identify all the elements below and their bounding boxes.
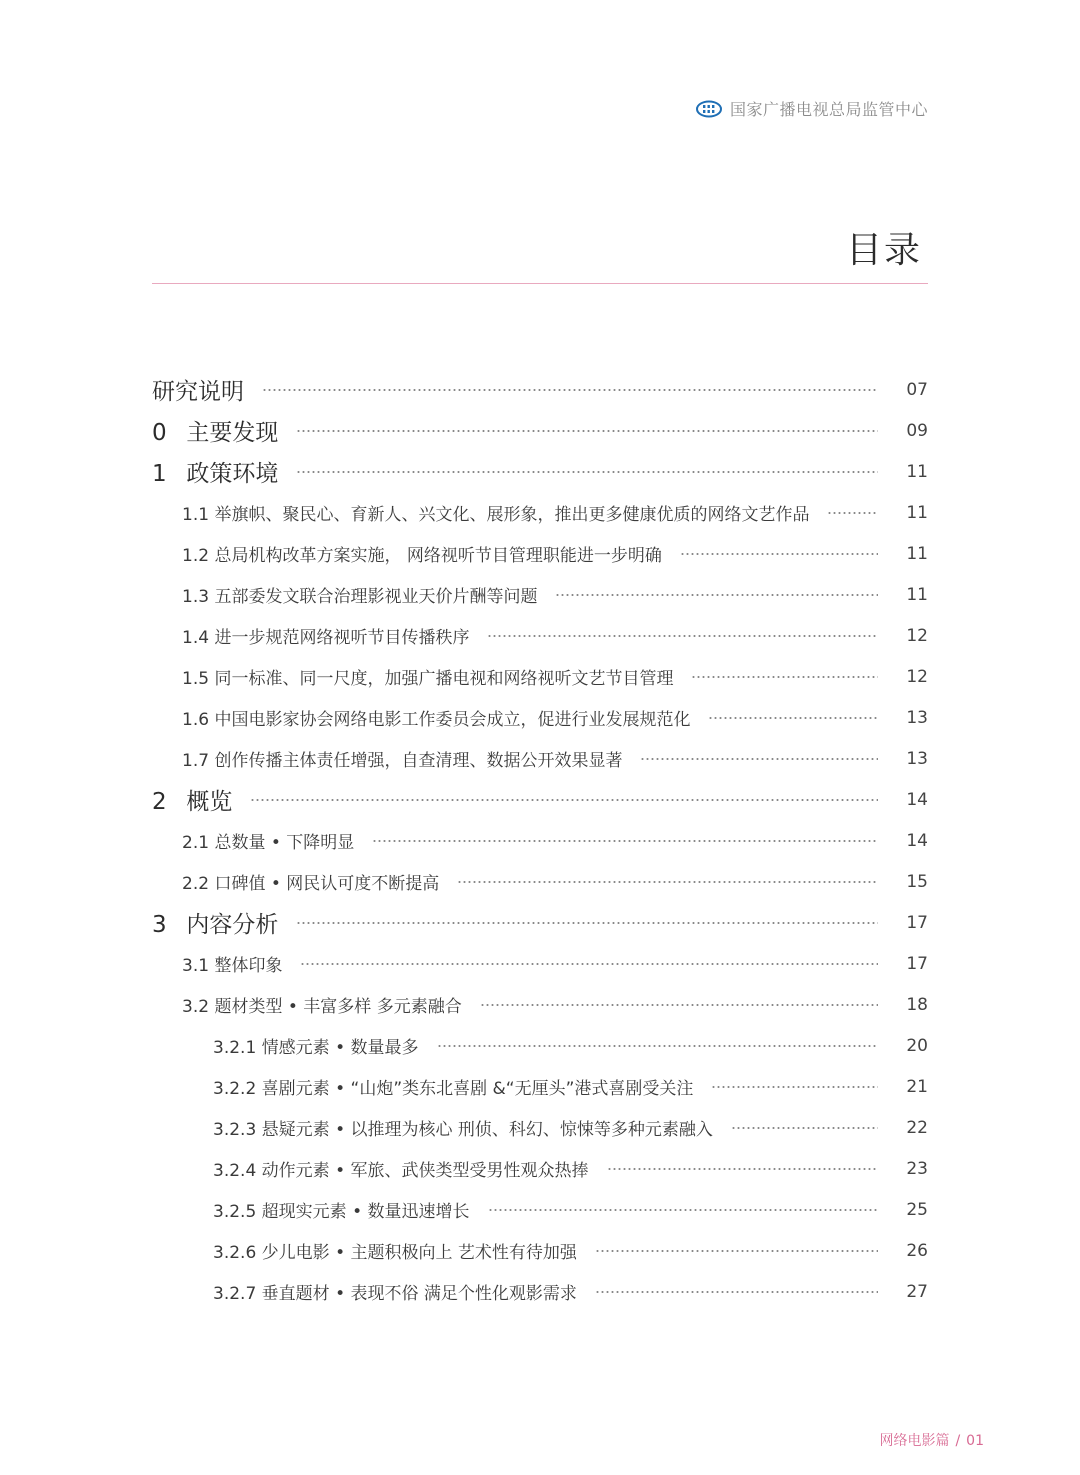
toc-page-number: 11: [906, 502, 928, 523]
toc-entry-title: [182, 582, 537, 607]
toc-entry-label: 整体印象: [214, 956, 283, 976]
footer-page-number: 01: [966, 1433, 984, 1449]
page-title: 目录: [845, 230, 922, 271]
toc-leader-dots: [595, 1291, 878, 1293]
toc-page-number: 18: [906, 994, 928, 1015]
toc-leader-dots: [595, 1250, 878, 1252]
toc-entry-number: 1: [152, 461, 167, 487]
toc-page-number: 23: [906, 1158, 928, 1179]
toc-entry[interactable]: [152, 1230, 928, 1271]
toc-entry-label: 政策环境: [186, 461, 279, 487]
toc-entry[interactable]: [152, 1066, 928, 1107]
toc-page-number: 25: [906, 1199, 928, 1220]
toc-entry-number: 3.2.6: [213, 1243, 257, 1263]
toc-entry-label: 口碑值 • 网民认可度不断提高: [214, 874, 440, 894]
toc-page-number: 07: [906, 379, 928, 400]
toc-entry-title: [182, 664, 673, 689]
toc-leader-dots: [555, 594, 878, 596]
toc-entry-title: [182, 746, 622, 771]
toc-entry-label: 悬疑元素 • 以推理为核心 刑侦、科幻、惊悚等多种元素融入: [261, 1120, 713, 1140]
toc-entry-number: 3.2.1: [213, 1038, 257, 1058]
toc-entry[interactable]: [152, 738, 928, 779]
toc-page-number: 14: [906, 830, 928, 851]
toc-entry-title: [182, 951, 282, 976]
toc-entry-title: [213, 1238, 577, 1263]
toc-entry[interactable]: [152, 492, 928, 533]
toc-entry[interactable]: [152, 451, 928, 492]
toc-leader-dots: [640, 758, 878, 760]
toc-entry-title: [213, 1156, 589, 1181]
toc-leader-dots: [480, 1004, 878, 1006]
toc-leader-dots: [296, 922, 878, 924]
toc-entry-number: 3.2.4: [213, 1161, 257, 1181]
toc-entry-label: 研究说明: [152, 379, 244, 405]
toc-entry-number: 2.1: [182, 833, 210, 853]
toc-leader-dots: [607, 1168, 878, 1170]
toc-entry-title: [213, 1074, 693, 1099]
toc-leader-dots: [437, 1045, 878, 1047]
toc-leader-dots: [300, 963, 878, 965]
toc-page-number: 27: [906, 1281, 928, 1302]
toc-entry-number: 1.4: [182, 628, 210, 648]
toc-entry-title: [182, 705, 690, 730]
toc-entry-number: 3: [152, 912, 167, 938]
toc-leader-dots: [708, 717, 878, 719]
toc-entry-label: 总数量 • 下降明显: [214, 833, 355, 853]
toc-entry-number: 1.7: [182, 751, 210, 771]
toc-entry-label: 中国电影家协会网络电影工作委员会成立，促进行业发展规范化: [214, 710, 691, 730]
toc-leader-dots: [488, 1209, 878, 1211]
toc-page-number: 15: [906, 871, 928, 892]
toc-entry-title: [152, 373, 244, 406]
org-header: [696, 97, 928, 120]
footer-section: 网络电影篇: [879, 1433, 950, 1449]
org-name: 国家广播电视总局监管中心: [729, 100, 928, 119]
toc-entry-title: [182, 500, 809, 525]
toc-entry[interactable]: [152, 1025, 928, 1066]
toc-leader-dots: [827, 512, 878, 514]
toc-leader-dots: [487, 635, 878, 637]
toc-page-number: 17: [906, 912, 928, 933]
toc-leader-dots: [296, 471, 878, 473]
toc-entry-number: 3.2.2: [213, 1079, 257, 1099]
toc-entry-number: 3.2: [182, 997, 210, 1017]
toc-entry-label: 同一标准、同一尺度，加强广播电视和网络视听文艺节目管理: [214, 669, 674, 689]
toc-page-number: 09: [906, 420, 928, 441]
toc-entry-number: 2.2: [182, 874, 210, 894]
title-divider: [152, 283, 928, 284]
org-logo-icon: [696, 100, 722, 118]
toc-leader-dots: [250, 799, 878, 801]
toc-page-number: 20: [906, 1035, 928, 1056]
toc-leader-dots: [711, 1086, 878, 1088]
toc-leader-dots: [372, 840, 878, 842]
toc-entry[interactable]: [152, 410, 928, 451]
toc-entry-number: 3.1: [182, 956, 210, 976]
toc-page-number: 12: [906, 666, 928, 687]
toc-entry-number: 1.2: [182, 546, 210, 566]
toc-entry[interactable]: [152, 1189, 928, 1230]
toc-entry[interactable]: [152, 574, 928, 615]
toc-page-number: 11: [906, 584, 928, 605]
toc-entry-title: [152, 414, 278, 447]
toc-entry[interactable]: [152, 984, 928, 1025]
toc-entry[interactable]: [152, 943, 928, 984]
toc-entry-label: 五部委发文联合治理影视业天价片酬等问题: [214, 587, 538, 607]
toc-entry[interactable]: [152, 902, 928, 943]
toc-entry-title: [152, 783, 232, 816]
toc-page-number: 11: [906, 543, 928, 564]
table-of-contents: [152, 369, 928, 1312]
toc-entry-number: 1.5: [182, 669, 210, 689]
toc-entry-label: 情感元素 • 数量最多: [261, 1038, 419, 1058]
toc-entry-label: 超现实元素 • 数量迅速增长: [261, 1202, 470, 1222]
toc-entry-title: [213, 1197, 470, 1222]
toc-entry-label: 创作传播主体责任增强，自查清理、数据公开效果显著: [214, 751, 623, 771]
toc-entry-label: 题材类型 • 丰富多样 多元素融合: [214, 997, 462, 1017]
toc-entry-label: 动作元素 • 军旅、武侠类型受男性观众热捧: [261, 1161, 589, 1181]
toc-entry-number: 1.1: [182, 505, 210, 525]
footer-separator: /: [955, 1433, 961, 1449]
toc-entry-label: 少儿电影 • 主题积极向上 艺术性有待加强: [261, 1243, 577, 1263]
toc-entry-title: [182, 992, 462, 1017]
toc-entry[interactable]: [152, 1107, 928, 1148]
toc-entry-number: 1.3: [182, 587, 210, 607]
toc-leader-dots: [457, 881, 878, 883]
toc-entry[interactable]: [152, 779, 928, 820]
toc-entry[interactable]: [152, 615, 928, 656]
toc-entry-number: 1.6: [182, 710, 210, 730]
toc-entry-label: 主要发现: [186, 420, 279, 446]
toc-entry[interactable]: [152, 861, 928, 902]
toc-page-number: 22: [906, 1117, 928, 1138]
toc-entry-number: 2: [152, 789, 167, 815]
toc-entry-label: 进一步规范网络视听节目传播秩序: [214, 628, 470, 648]
toc-entry[interactable]: [152, 533, 928, 574]
toc-entry[interactable]: [152, 656, 928, 697]
toc-entry-label: 内容分析: [186, 912, 279, 938]
toc-page-number: 17: [906, 953, 928, 974]
toc-page-number: 14: [906, 789, 928, 810]
toc-entry-label: 垂直题材 • 表现不俗 满足个性化观影需求: [261, 1284, 577, 1304]
toc-entry-label: 喜剧元素 • “山炮”类东北喜剧 &“无厘头”港式喜剧受关注: [261, 1079, 694, 1099]
toc-page-number: 13: [906, 748, 928, 769]
toc-entry-number: 3.2.5: [213, 1202, 257, 1222]
toc-entry-title: [182, 541, 662, 566]
toc-leader-dots: [262, 389, 878, 391]
toc-leader-dots: [680, 553, 878, 555]
toc-leader-dots: [296, 430, 878, 432]
toc-entry-label: 总局机构改革方案实施， 网络视听节目管理职能进一步明确: [214, 546, 662, 566]
toc-page-number: 13: [906, 707, 928, 728]
toc-entry-title: [213, 1279, 577, 1304]
toc-entry-label: 概览: [186, 789, 233, 815]
toc-page-number: 12: [906, 625, 928, 646]
toc-leader-dots: [731, 1127, 878, 1129]
toc-entry-title: [152, 906, 278, 939]
toc-page-number: 11: [906, 461, 928, 482]
toc-entry[interactable]: [152, 1271, 928, 1312]
toc-page-number: 26: [906, 1240, 928, 1261]
toc-entry-title: [182, 623, 469, 648]
toc-entry-number: 3.2.7: [213, 1284, 257, 1304]
toc-entry-title: [182, 828, 354, 853]
toc-entry-title: [213, 1115, 713, 1140]
toc-leader-dots: [691, 676, 878, 678]
toc-entry[interactable]: [152, 1148, 928, 1189]
toc-entry-number: 3.2.3: [213, 1120, 257, 1140]
toc-entry[interactable]: [152, 369, 928, 410]
toc-entry-label: 举旗帜、聚民心、育新人、兴文化、展形象，推出更多健康优质的网络文艺作品: [214, 505, 810, 525]
toc-entry-title: [152, 455, 278, 488]
toc-entry[interactable]: [152, 697, 928, 738]
toc-entry-number: 0: [152, 420, 167, 446]
toc-entry-title: [213, 1033, 419, 1058]
toc-page-number: 21: [906, 1076, 928, 1097]
toc-entry[interactable]: [152, 820, 928, 861]
page-footer: [879, 1430, 984, 1450]
toc-entry-title: [182, 869, 439, 894]
